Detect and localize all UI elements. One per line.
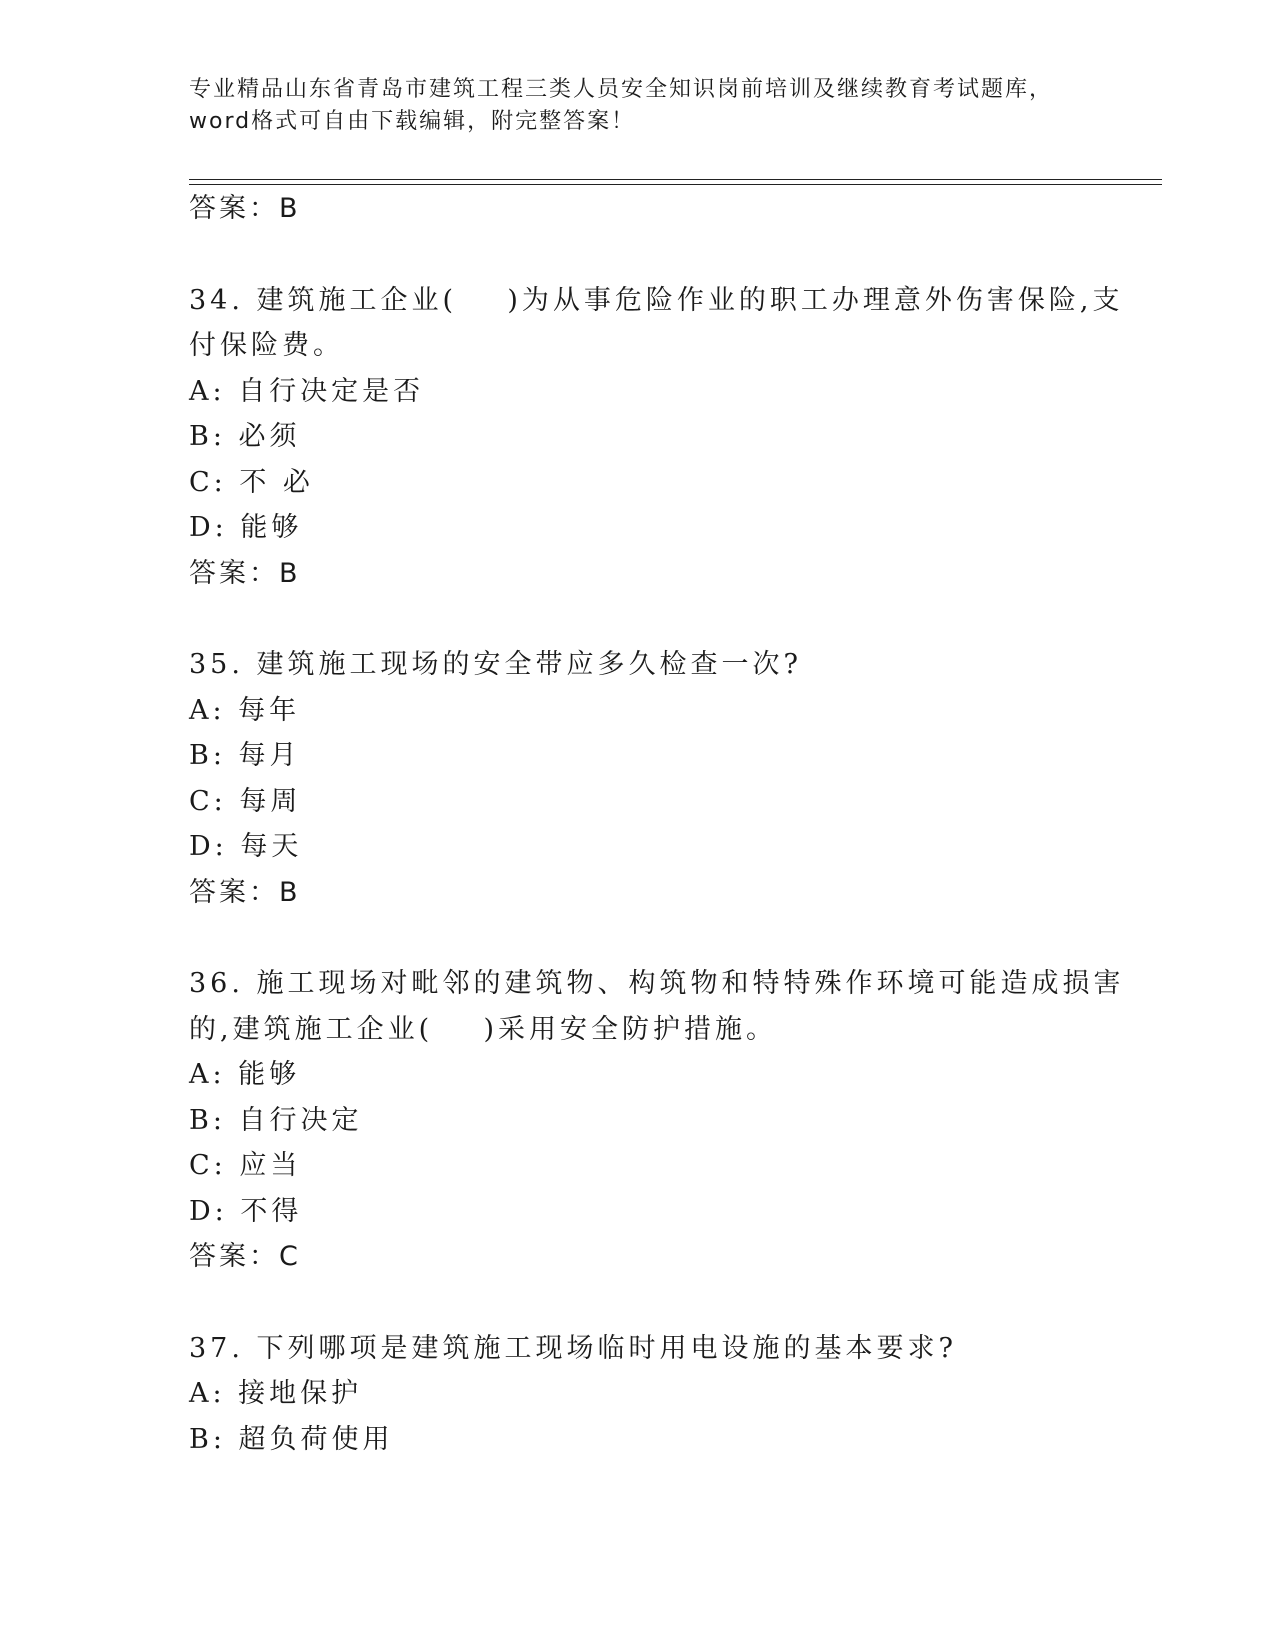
question-text-line-2: 付保险费。 <box>189 330 344 361</box>
question-list <box>189 186 1125 1462</box>
question-34 <box>189 278 1124 597</box>
answer: 答案：B <box>189 557 301 589</box>
page-header <box>189 74 1089 138</box>
option-c: C: 每周 <box>189 785 302 817</box>
option-b: B: 每月 <box>189 740 301 771</box>
question-text-line-1: 36. 施工现场对毗邻的建筑物、构筑物和特特殊作环境可能造成损害 <box>189 968 1125 999</box>
spacer <box>189 1280 1089 1326</box>
spacer <box>189 232 1089 278</box>
spacer <box>189 915 1089 961</box>
header-divider-bottom <box>189 184 1162 185</box>
option-c: C: 应当 <box>189 1150 302 1181</box>
answer-previous: 答案：B <box>189 193 301 224</box>
header-line-2: word格式可自由下载编辑，附完整答案！ <box>189 109 636 134</box>
option-b: B: 必须 <box>189 421 301 452</box>
answer: 答案：B <box>189 876 301 908</box>
option-a: A: 自行决定是否 <box>189 375 425 407</box>
option-a: A: 每年 <box>189 694 301 726</box>
question-text-line-2: 的,建筑施工企业( )采用安全防护措施。 <box>189 1013 777 1045</box>
header-line-1: 专业精品山东省青岛市建筑工程三类人员安全知识岗前培训及继续教育考试题库， <box>189 77 1054 102</box>
option-b: B: 超负荷使用 <box>189 1423 394 1455</box>
option-a: A: 接地保护 <box>189 1378 363 1409</box>
spacer <box>189 596 1089 642</box>
question-text-line-1: 35. 建筑施工现场的安全带应多久检查一次? <box>189 649 802 680</box>
option-b: B: 自行决定 <box>189 1104 363 1136</box>
question-35 <box>189 642 1089 915</box>
question-text-line-1: 37. 下列哪项是建筑施工现场临时用电设施的基本要求? <box>189 1332 957 1364</box>
option-d: D: 能够 <box>189 512 303 543</box>
header-divider-top <box>189 179 1162 180</box>
option-c: C: 不 必 <box>189 466 314 498</box>
option-d: D: 每天 <box>189 831 303 862</box>
question-37 <box>189 1326 1089 1463</box>
option-d: D: 不得 <box>189 1195 303 1227</box>
option-a: A: 能够 <box>189 1059 301 1090</box>
question-text-line-1: 34. 建筑施工企业( )为从事危险作业的职工办理意外伤害保险,支 <box>189 284 1124 316</box>
answer: 答案：C <box>189 1241 301 1272</box>
question-36 <box>189 961 1125 1280</box>
